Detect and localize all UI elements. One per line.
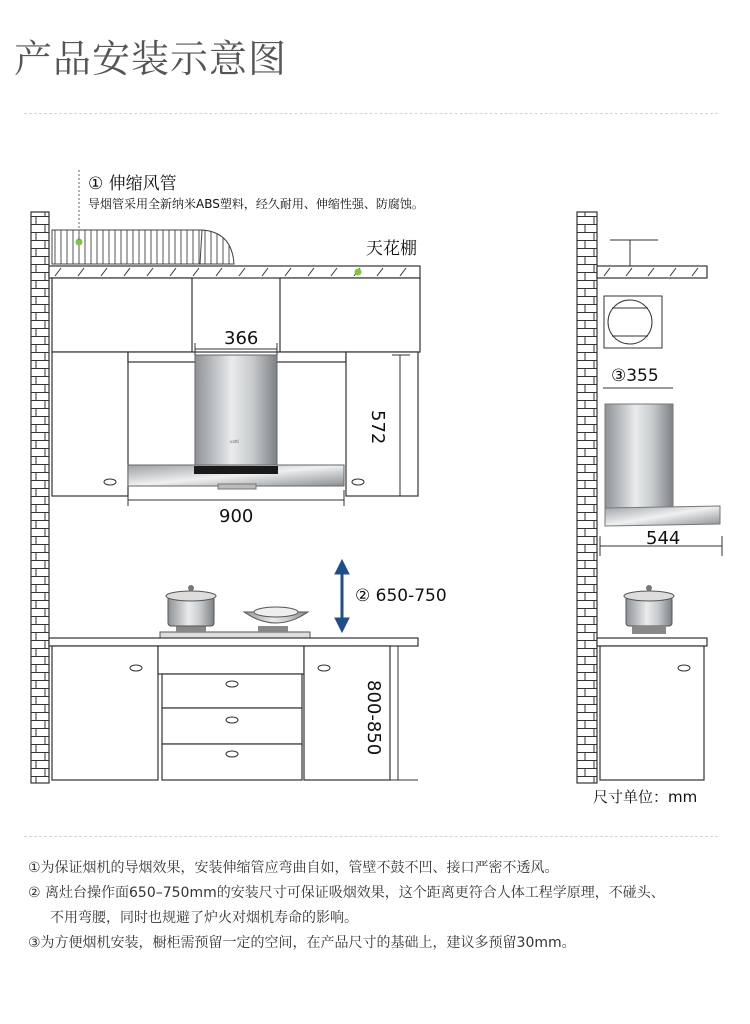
bottom-divider xyxy=(24,836,718,837)
dim-800-850-label: 800-850 xyxy=(363,680,384,756)
wok-icon xyxy=(244,607,308,623)
dim-900-label: 900 xyxy=(219,506,254,527)
base-cabinets xyxy=(49,638,418,780)
duct-callout-title: ① 伸缩风管 xyxy=(88,174,177,194)
side-pot-icon xyxy=(624,585,674,634)
svg-text:vatti: vatti xyxy=(230,439,240,444)
cooktop xyxy=(160,626,310,638)
pot-icon xyxy=(166,585,216,626)
note-2: ② 离灶台操作面650–750mm的安装尺寸可保证吸烟效果，这个距离更符合人体工程学原理，不碰头、 xyxy=(28,885,665,901)
note-2-continued: 不用弯腰，同时也规避了炉火对烟机寿命的影响。 xyxy=(50,910,358,926)
height-arrow xyxy=(335,560,349,632)
note-1: ①为保证烟机的导烟效果，安装伸缩管应弯曲自如，管壁不鼓不凹、接口严密不透风。 xyxy=(28,860,559,876)
left-brick-wall xyxy=(31,212,49,783)
note-3: ③为方便烟机安装，橱柜需预留一定的空间，在产品尺寸的基础上，建议多预留30mm。 xyxy=(28,935,576,951)
side-brick-wall xyxy=(577,212,597,783)
ceiling-label: 天花棚 xyxy=(366,239,417,259)
side-width-callout: ③355 xyxy=(611,366,659,386)
page-title: 产品安装示意图 xyxy=(14,37,288,81)
ceiling-marker-dot xyxy=(355,269,362,276)
dim-366-label: 366 xyxy=(224,328,259,349)
ceiling-slab xyxy=(49,266,420,278)
duct-callout-desc: 导烟管采用全新纳米ABS塑料，经久耐用、伸缩性强、防腐蚀。 xyxy=(88,197,424,211)
dim-572-label: 572 xyxy=(367,410,388,445)
dim-hood-width xyxy=(128,490,344,506)
side-ceiling xyxy=(597,266,707,278)
dim-counter-height xyxy=(390,646,418,780)
notes-section xyxy=(28,856,728,956)
side-hood xyxy=(605,404,720,526)
unit-label: 尺寸单位：mm xyxy=(593,788,698,806)
range-hood-front xyxy=(128,355,344,489)
dim-544-label: 544 xyxy=(646,528,681,549)
side-duct xyxy=(604,240,662,348)
side-base-cabinet xyxy=(597,638,707,780)
height-callout: ② 650-750 xyxy=(355,586,447,606)
